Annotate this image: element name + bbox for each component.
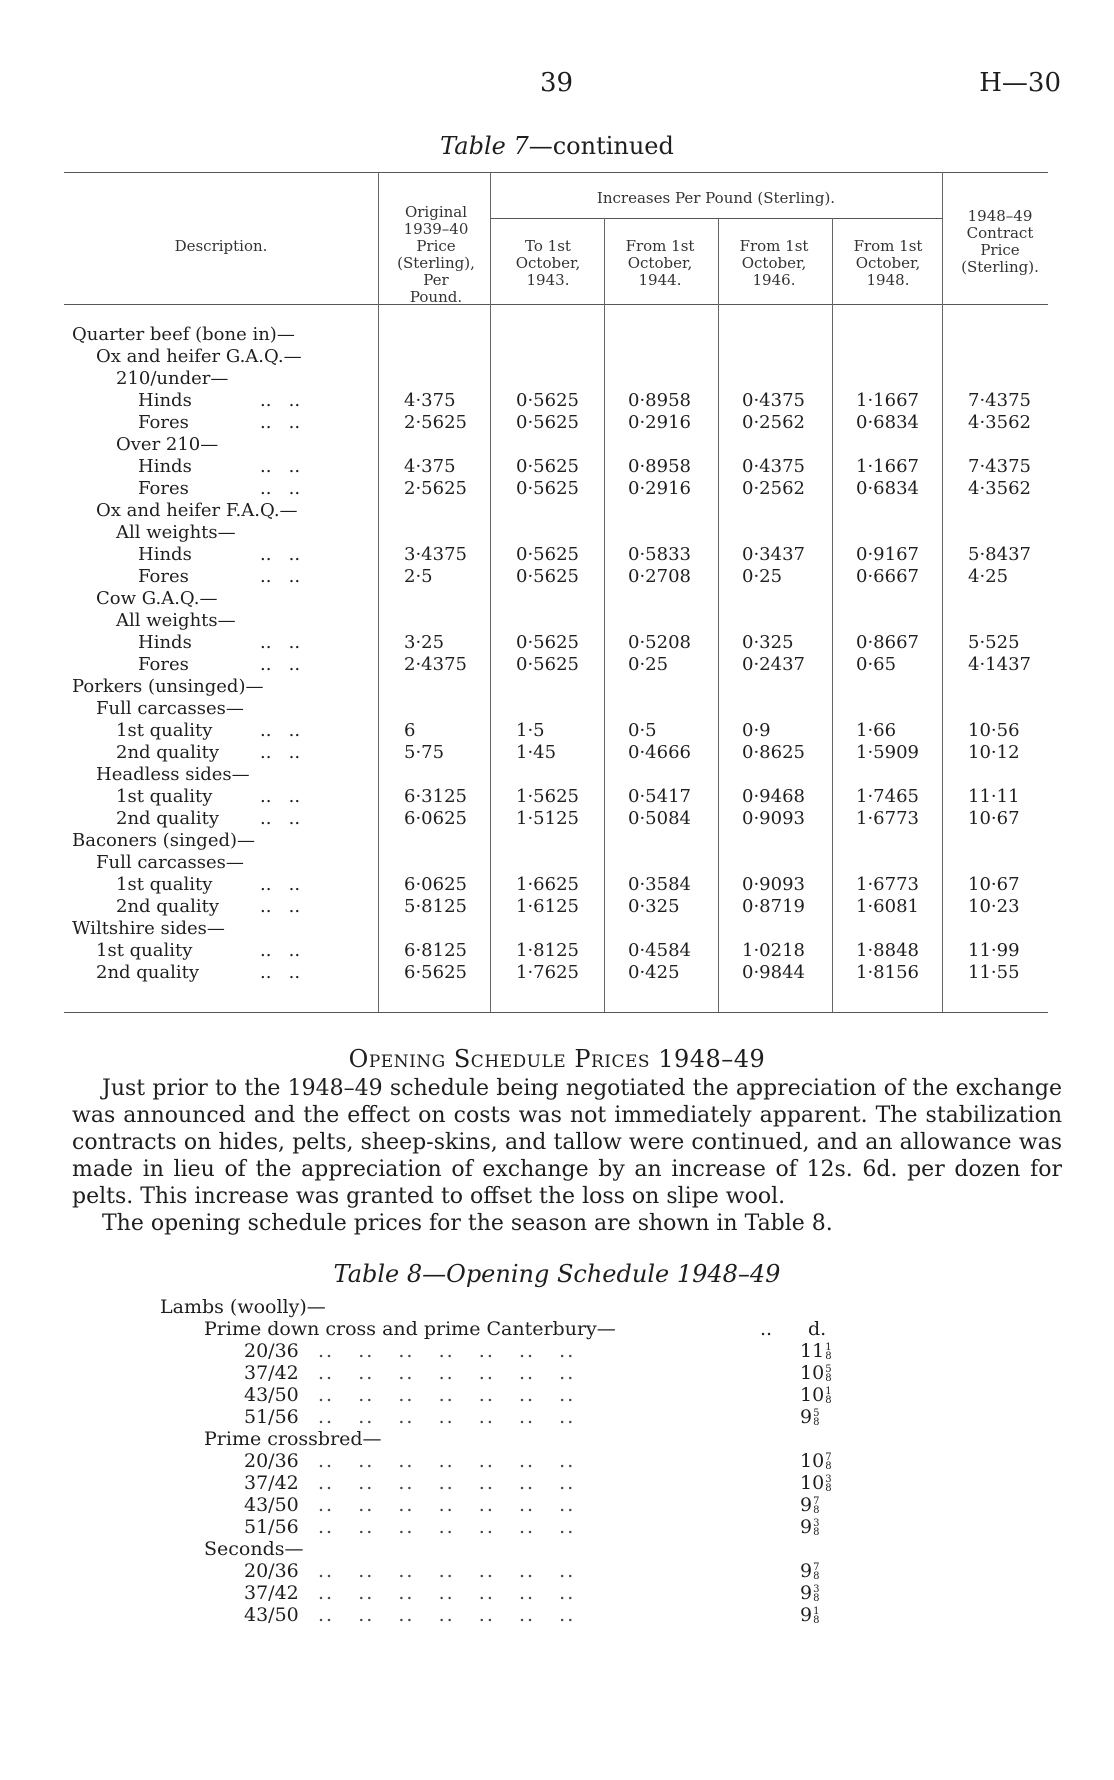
cell-value: 10·12 — [968, 742, 1020, 763]
fraction-numerator: 3 — [813, 1518, 820, 1529]
cell-value: 0·4375 — [742, 390, 805, 411]
row-label: Porkers (unsinged)— — [72, 676, 264, 697]
dot-leader: .. .. .. .. .. .. .. — [318, 1494, 576, 1516]
fraction-numerator: 1 — [813, 1606, 820, 1617]
header-contract-price: 1948–49 Contract Price (Sterling). — [961, 207, 1039, 276]
schedule-row — [0, 1406, 1114, 1428]
cell-value: 0·8667 — [856, 632, 919, 653]
schedule-row — [0, 1604, 1114, 1626]
cell-value: 0·8719 — [742, 896, 805, 917]
dot-leader: .. .. .. .. .. .. .. — [318, 1560, 576, 1582]
table-row — [0, 632, 1114, 654]
fraction-denominator: 8 — [813, 1615, 820, 1626]
cell-value: 11·11 — [968, 786, 1020, 807]
dot-leader: .. .. .. .. .. .. .. — [318, 1516, 576, 1538]
table-row — [0, 764, 1114, 786]
schedule-row — [0, 1318, 1114, 1340]
cell-value: 6 — [404, 720, 416, 741]
price-whole: 9 — [800, 1406, 813, 1428]
dot-leader: .. .. — [260, 742, 301, 763]
cell-value: 3·4375 — [404, 544, 467, 565]
cell-value: 0·25 — [628, 654, 669, 675]
dot-leader: .. .. .. .. .. .. .. — [318, 1450, 576, 1472]
dot-leader: .. .. — [260, 940, 301, 961]
dot-leader: .. .. — [260, 874, 301, 895]
row-label: Headless sides— — [96, 764, 250, 785]
table-row — [0, 456, 1114, 478]
cell-value: 0·5208 — [628, 632, 691, 653]
table-row — [0, 368, 1114, 390]
price-fraction — [813, 1519, 819, 1537]
schedule-label: 43/50 — [244, 1494, 299, 1516]
dot-leader: .. .. — [260, 456, 301, 477]
price-fraction — [825, 1343, 831, 1361]
dot-leader: .. .. .. .. .. .. .. — [318, 1362, 576, 1384]
price-value — [800, 1472, 832, 1494]
price-fraction — [813, 1497, 819, 1515]
table7-top-rule — [64, 172, 1048, 173]
cell-value: 0·6834 — [856, 478, 919, 499]
row-label: Fores — [138, 566, 189, 587]
cell-value: 0·2562 — [742, 478, 805, 499]
cell-value: 0·5417 — [628, 786, 691, 807]
paragraph: Just prior to the 1948–49 schedule being negotiated the appreciation of the exchange was announced and the effect on costs was not immediately apparent. The stabilization contracts on hides, pelts, sheep-skins, and tallow were continued, and an allowance was made in lieu of the appreciation of exchange by an increase of 12s. 6d. per dozen for pelts. This increase was granted to offset the loss on slipe wool. — [72, 1076, 1062, 1209]
header-from-1948: From 1st October, 1948. — [853, 237, 923, 289]
schedule-row — [0, 1538, 1114, 1560]
table7-title-italic: Table 7 — [440, 132, 529, 160]
row-label: 2nd quality — [116, 896, 220, 917]
cell-value: 0·9 — [742, 720, 771, 741]
row-label: All weights— — [116, 522, 236, 543]
cell-value: 1·5 — [516, 720, 545, 741]
price-value — [800, 1516, 819, 1538]
dot-leader: .. .. .. .. .. .. .. — [318, 1384, 576, 1406]
fraction-denominator: 8 — [825, 1351, 832, 1362]
table-row — [0, 918, 1114, 940]
cell-value: 0·3437 — [742, 544, 805, 565]
cell-value: 0·4666 — [628, 742, 691, 763]
fraction-denominator: 8 — [813, 1571, 820, 1582]
price-fraction — [813, 1607, 819, 1625]
fraction-denominator: 8 — [825, 1373, 832, 1384]
table7-title — [0, 132, 1114, 160]
price-whole: 9 — [800, 1560, 813, 1582]
cell-value: 0·2708 — [628, 566, 691, 587]
table-row — [0, 654, 1114, 676]
price-whole: 9 — [800, 1604, 813, 1626]
cell-value: 1·5125 — [516, 808, 579, 829]
dot-leader: .. .. — [260, 632, 301, 653]
cell-value: 1·0218 — [742, 940, 805, 961]
row-label: 210/under— — [116, 368, 229, 389]
row-label: Full carcasses— — [96, 852, 244, 873]
price-fraction — [825, 1387, 831, 1405]
cell-value: 0·425 — [628, 962, 680, 983]
cell-value: 6·8125 — [404, 940, 467, 961]
cell-value: 2·5 — [404, 566, 433, 587]
price-fraction — [825, 1365, 831, 1383]
table-row — [0, 962, 1114, 984]
cell-value: 6·3125 — [404, 786, 467, 807]
section-text — [72, 1075, 1062, 1237]
price-whole: 9 — [800, 1494, 813, 1516]
cell-value: 0·2916 — [628, 478, 691, 499]
dot-leader: .. .. — [260, 896, 301, 917]
row-label: Hinds — [138, 632, 192, 653]
cell-value: 0·4584 — [628, 940, 691, 961]
header-increases-group: Increases Per Pound (Sterling). — [596, 189, 836, 207]
cell-value: 4·25 — [968, 566, 1009, 587]
schedule-row — [0, 1450, 1114, 1472]
cell-value: 0·2916 — [628, 412, 691, 433]
cell-value: 1·6773 — [856, 874, 919, 895]
schedule-row — [0, 1516, 1114, 1538]
fraction-denominator: 8 — [813, 1417, 820, 1428]
table-row — [0, 434, 1114, 456]
fraction-numerator: 3 — [813, 1584, 820, 1595]
price-value — [800, 1450, 832, 1472]
row-label: 1st quality — [116, 720, 213, 741]
cell-value: 2·5625 — [404, 412, 467, 433]
cell-value: 0·2437 — [742, 654, 805, 675]
fraction-numerator: 7 — [813, 1562, 820, 1573]
cell-value: 1·6625 — [516, 874, 579, 895]
dot-leader: .. .. — [260, 390, 301, 411]
table-row — [0, 874, 1114, 896]
fraction-denominator: 8 — [825, 1483, 832, 1494]
fraction-numerator: 3 — [825, 1474, 832, 1485]
schedule-label: 20/36 — [244, 1450, 299, 1472]
price-value — [800, 1494, 819, 1516]
dot-leader: .. .. .. .. .. .. .. — [318, 1406, 576, 1428]
table7-header-rule — [64, 304, 1048, 305]
paragraph: The opening schedule prices for the season are shown in Table 8. — [102, 1211, 833, 1236]
price-value — [800, 1560, 819, 1582]
schedule-label: Prime crossbred— — [204, 1428, 382, 1450]
row-label: 2nd quality — [116, 808, 220, 829]
cell-value: 0·65 — [856, 654, 897, 675]
schedule-row — [0, 1472, 1114, 1494]
cell-value: 1·6081 — [856, 896, 919, 917]
price-fraction — [813, 1585, 819, 1603]
price-whole: 9 — [800, 1516, 813, 1538]
cell-value: 1·1667 — [856, 456, 919, 477]
schedule-label: 43/50 — [244, 1384, 299, 1406]
cell-value: 3·25 — [404, 632, 445, 653]
table8-title: Table 8—Opening Schedule 1948–49 — [333, 1260, 781, 1288]
table-row — [0, 478, 1114, 500]
table-row — [0, 830, 1114, 852]
cell-value: 0·5084 — [628, 808, 691, 829]
table-row — [0, 698, 1114, 720]
table-row — [0, 412, 1114, 434]
page-number: 39 — [540, 68, 574, 98]
cell-value: 1·8156 — [856, 962, 919, 983]
row-label: 1st quality — [116, 786, 213, 807]
table-row — [0, 786, 1114, 808]
dot-leader: .. .. .. .. .. .. .. — [318, 1340, 576, 1362]
cell-value: 7·4375 — [968, 456, 1031, 477]
price-value — [800, 1384, 832, 1406]
row-label: All weights— — [116, 610, 236, 631]
cell-value: 7·4375 — [968, 390, 1031, 411]
cell-value: 0·325 — [628, 896, 680, 917]
dot-leader: .. — [760, 1318, 773, 1340]
price-whole: 10 — [800, 1362, 825, 1384]
header-to-1943: To 1st October, 1943. — [515, 237, 581, 289]
cell-value: 5·525 — [968, 632, 1020, 653]
schedule-label: 51/56 — [244, 1406, 299, 1428]
fraction-numerator: 5 — [825, 1364, 832, 1375]
schedule-row — [0, 1384, 1114, 1406]
price-whole: 10 — [800, 1450, 825, 1472]
cell-value: 10·67 — [968, 808, 1020, 829]
table-row — [0, 544, 1114, 566]
dot-leader: .. .. — [260, 478, 301, 499]
schedule-label: 37/42 — [244, 1582, 299, 1604]
cell-value: 6·0625 — [404, 808, 467, 829]
header-from-1944: From 1st October, 1944. — [625, 237, 695, 289]
price-value — [800, 1362, 832, 1384]
dot-leader: .. .. — [260, 566, 301, 587]
table-row — [0, 676, 1114, 698]
dot-leader: .. .. .. .. .. .. .. — [318, 1472, 576, 1494]
cell-value: 0·25 — [742, 566, 783, 587]
price-fraction — [825, 1453, 831, 1471]
price-whole: 10 — [800, 1472, 825, 1494]
cell-value: 0·2562 — [742, 412, 805, 433]
schedule-label: Prime down cross and prime Canterbury— — [204, 1318, 616, 1340]
schedule-label: 20/36 — [244, 1340, 299, 1362]
row-label: 1st quality — [96, 940, 193, 961]
price-fraction — [813, 1409, 819, 1427]
row-label: Quarter beef (bone in)— — [72, 324, 295, 345]
cell-value: 0·5625 — [516, 478, 579, 499]
price-fraction — [825, 1475, 831, 1493]
schedule-label: 43/50 — [244, 1604, 299, 1626]
row-label: Hinds — [138, 390, 192, 411]
schedule-row — [0, 1362, 1114, 1384]
cell-value: 1·6125 — [516, 896, 579, 917]
schedule-label: Lambs (woolly)— — [160, 1296, 326, 1318]
row-label: Ox and heifer F.A.Q.— — [96, 500, 298, 521]
unit-label: d. — [808, 1318, 827, 1340]
cell-value: 1·6773 — [856, 808, 919, 829]
dot-leader: .. .. — [260, 544, 301, 565]
cell-value: 0·5625 — [516, 544, 579, 565]
header-original-price: Original 1939–40 Price (Sterling), Per Pound. — [397, 203, 475, 306]
row-label: 1st quality — [116, 874, 213, 895]
schedule-label: Seconds— — [204, 1538, 304, 1560]
table-row — [0, 566, 1114, 588]
cell-value: 0·5833 — [628, 544, 691, 565]
cell-value: 6·0625 — [404, 874, 467, 895]
row-label: Baconers (singed)— — [72, 830, 256, 851]
schedule-row — [0, 1494, 1114, 1516]
cell-value: 0·8625 — [742, 742, 805, 763]
cell-value: 0·5625 — [516, 456, 579, 477]
schedule-label: 51/56 — [244, 1516, 299, 1538]
row-label: Fores — [138, 478, 189, 499]
table7-title-rest: —continued — [528, 132, 674, 160]
cell-value: 0·5625 — [516, 632, 579, 653]
cell-value: 1·8848 — [856, 940, 919, 961]
cell-value: 4·3562 — [968, 412, 1031, 433]
schedule-row — [0, 1560, 1114, 1582]
cell-value: 11·99 — [968, 940, 1020, 961]
row-label: 2nd quality — [116, 742, 220, 763]
price-whole: 10 — [800, 1384, 825, 1406]
cell-value: 4·375 — [404, 456, 456, 477]
cell-value: 0·5625 — [516, 654, 579, 675]
schedule-label: 37/42 — [244, 1472, 299, 1494]
fraction-numerator: 1 — [825, 1386, 832, 1397]
fraction-denominator: 8 — [825, 1461, 832, 1472]
row-label: Wiltshire sides— — [72, 918, 225, 939]
price-value — [800, 1406, 819, 1428]
cell-value: 10·56 — [968, 720, 1020, 741]
row-label: Fores — [138, 654, 189, 675]
cell-value: 1·66 — [856, 720, 897, 741]
cell-value: 2·4375 — [404, 654, 467, 675]
table-row — [0, 742, 1114, 764]
cell-value: 10·23 — [968, 896, 1020, 917]
cell-value: 0·9844 — [742, 962, 805, 983]
dot-leader: .. .. — [260, 786, 301, 807]
cell-value: 1·8125 — [516, 940, 579, 961]
table-row — [0, 896, 1114, 918]
price-value — [800, 1340, 832, 1362]
price-whole: 9 — [800, 1582, 813, 1604]
cell-value: 11·55 — [968, 962, 1020, 983]
cell-value: 1·5625 — [516, 786, 579, 807]
cell-value: 5·8437 — [968, 544, 1031, 565]
schedule-label: 37/42 — [244, 1362, 299, 1384]
cell-value: 1·7625 — [516, 962, 579, 983]
cell-value: 2·5625 — [404, 478, 467, 499]
cell-value: 4·3562 — [968, 478, 1031, 499]
price-fraction — [813, 1563, 819, 1581]
header-from-1946: From 1st October, 1946. — [739, 237, 809, 289]
fraction-numerator: 7 — [825, 1452, 832, 1463]
table-row — [0, 588, 1114, 610]
fraction-denominator: 8 — [813, 1527, 820, 1538]
table7-group-rule — [490, 218, 942, 219]
row-label: Full carcasses— — [96, 698, 244, 719]
section-heading: Opening Schedule Prices 1948–49 — [348, 1045, 766, 1073]
schedule-row — [0, 1428, 1114, 1450]
price-value — [800, 1582, 819, 1604]
table7-bottom-rule — [64, 1012, 1048, 1013]
dot-leader: .. .. .. .. .. .. .. — [318, 1582, 576, 1604]
fraction-numerator: 1 — [825, 1342, 832, 1353]
dot-leader: .. .. — [260, 720, 301, 741]
header-description: Description. — [174, 237, 268, 255]
cell-value: 10·67 — [968, 874, 1020, 895]
schedule-label: 20/36 — [244, 1560, 299, 1582]
cell-value: 0·9093 — [742, 808, 805, 829]
fraction-denominator: 8 — [813, 1593, 820, 1604]
table-row — [0, 720, 1114, 742]
table-row — [0, 500, 1114, 522]
cell-value: 0·9167 — [856, 544, 919, 565]
dot-leader: .. .. — [260, 412, 301, 433]
cell-value: 0·5625 — [516, 412, 579, 433]
table-row — [0, 808, 1114, 830]
cell-value: 0·3584 — [628, 874, 691, 895]
price-value — [800, 1604, 819, 1626]
cell-value: 0·6667 — [856, 566, 919, 587]
fraction-denominator: 8 — [825, 1395, 832, 1406]
cell-value: 0·5 — [628, 720, 657, 741]
dot-leader: .. .. — [260, 654, 301, 675]
cell-value: 0·4375 — [742, 456, 805, 477]
fraction-numerator: 7 — [813, 1496, 820, 1507]
cell-value: 0·5625 — [516, 566, 579, 587]
cell-value: 0·5625 — [516, 390, 579, 411]
table-row — [0, 852, 1114, 874]
dot-leader: .. .. .. .. .. .. .. — [318, 1604, 576, 1626]
row-label: 2nd quality — [96, 962, 200, 983]
cell-value: 1·5909 — [856, 742, 919, 763]
schedule-row — [0, 1340, 1114, 1362]
row-label: Ox and heifer G.A.Q.— — [96, 346, 302, 367]
cell-value: 0·8958 — [628, 456, 691, 477]
cell-value: 0·9093 — [742, 874, 805, 895]
table-row — [0, 610, 1114, 632]
cell-value: 4·1437 — [968, 654, 1031, 675]
cell-value: 0·6834 — [856, 412, 919, 433]
dot-leader: .. .. — [260, 808, 301, 829]
table-row — [0, 940, 1114, 962]
row-label: Over 210— — [116, 434, 219, 455]
row-label: Cow G.A.Q.— — [96, 588, 218, 609]
cell-value: 1·7465 — [856, 786, 919, 807]
row-label: Hinds — [138, 456, 192, 477]
cell-value: 5·75 — [404, 742, 445, 763]
row-label: Fores — [138, 412, 189, 433]
cell-value: 1·45 — [516, 742, 557, 763]
cell-value: 1·1667 — [856, 390, 919, 411]
page-code: H—30 — [979, 68, 1061, 98]
price-whole: 11 — [800, 1340, 825, 1362]
cell-value: 6·5625 — [404, 962, 467, 983]
table-row — [0, 522, 1114, 544]
fraction-denominator: 8 — [813, 1505, 820, 1516]
schedule-row — [0, 1582, 1114, 1604]
cell-value: 0·9468 — [742, 786, 805, 807]
cell-value: 5·8125 — [404, 896, 467, 917]
cell-value: 0·325 — [742, 632, 794, 653]
table-row — [0, 346, 1114, 368]
table-row — [0, 390, 1114, 412]
table-row — [0, 324, 1114, 346]
cell-value: 0·8958 — [628, 390, 691, 411]
schedule-row — [0, 1296, 1114, 1318]
fraction-numerator: 5 — [813, 1408, 820, 1419]
dot-leader: .. .. — [260, 962, 301, 983]
cell-value: 4·375 — [404, 390, 456, 411]
row-label: Hinds — [138, 544, 192, 565]
